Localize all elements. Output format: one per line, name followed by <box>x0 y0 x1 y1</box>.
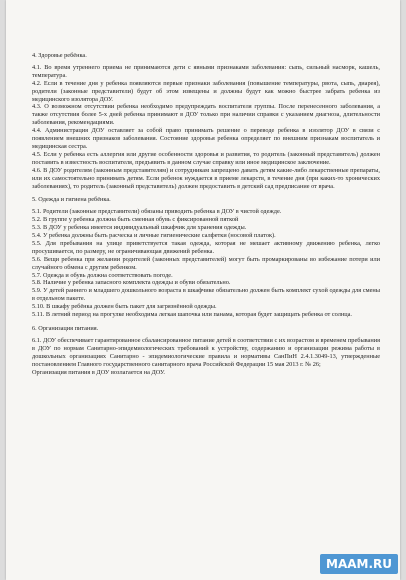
paragraph-5-11: 5.11. В летний период на прогулке необходима легкая шапочка или панама, которая будет защищать ребенка от солнца. <box>32 311 352 319</box>
paragraph-4-4: 4.4. Администрация ДОУ оставляет за собой право принимать решение о переводе ребенка в изолятор ДОУ в связи с появлением внешних признаков заболевания. Состояние здоровья ребенка определяет по внешним признакам воспитатель и медицинская сестра. <box>32 127 380 150</box>
section-nutrition <box>32 325 380 376</box>
paragraph-6-note: Организация питания в ДОУ возлагается на ДОУ. <box>32 368 165 376</box>
paragraph-4-5: 4.5. Если у ребенка есть аллергия или другие особенности здоровья и развития, то родитель (законный представитель) должен поставить в известность воспитателя, предъявить в данном случае справку или иное медицинское заключение. <box>32 150 380 166</box>
paragraph-6-1: 6.1. ДОУ обеспечивает гарантированное сбалансированное питание детей в соответствии с их возрастом и временем пребывания в ДОУ по нормам Санитарно-эпидемиологических требований к устройству, содержанию и организации режима работы в дошкольных организациях Санитарно - эпидемиологические правила и нормативы СанПиН 2.4.1.3049-13, утвержденные постановлением Главного государственного санитарного врача Российской Федерации 15 мая 2013 г. № 26; <box>32 336 380 368</box>
paragraph-4-2: 4.2. Если в течение дня у ребенка появляются первые признаки заболевания (повышение температуры, рвота, сыпь, диарея), родители (законные представители) будут об этом извещены и должны будут как можно быстрее забрать ребенка из медицинского изолятора ДОУ. <box>32 79 380 103</box>
paragraph-4-1: 4.1. Во время утреннего приема не принимаются дети с явными признаками заболевания: сыпь, сильный насморк, кашель, температура. <box>32 63 380 79</box>
paragraph-5-8: 5.8. Наличие у ребенка запасного комплекта одежды и обуви обязательно. <box>32 279 231 287</box>
paragraph-5-1: 5.1. Родители (законные представители) обязаны приводить ребенка в ДОУ в чистой одежде. <box>32 208 282 216</box>
section-health <box>32 52 380 190</box>
paragraph-5-6: 5.6. Вещи ребенка при желании родителей (законных представителей) могут быть промаркированы во избежание потери или случайного обмена с другим ребенком. <box>32 255 380 271</box>
paragraph-4-3: 4.3. О возможном отсутствии ребенка необходимо предупреждать воспитателя группы. После перенесенного заболевания, а также отсутствия более 5-х дней ребенка принимают в ДОУ только при наличии справки с указанием диагноза, длительности заболевания, рекомендациями. <box>32 103 380 127</box>
section-heading: 4. Здоровье ребёнка. <box>32 52 87 59</box>
section-clothing <box>32 196 380 319</box>
section-heading: 6. Организация питания. <box>32 325 99 332</box>
paragraph-5-5: 5.5. Для пребывания на улице приветствуется такая одежда, которая не мешает активному движению ребенка, легко просушивается, по размеру, не ограничивающая движений ребенка. <box>32 239 380 255</box>
section-heading: 5. Одежда и гигиена ребёнка. <box>32 196 111 204</box>
paragraph-5-2: 5.2. В группе у ребенка должна быть сменная обувь с фиксированной пяткой <box>32 216 239 224</box>
paragraph-5-7: 5.7. Одежда и обувь должна соответствовать погоде. <box>32 271 173 279</box>
watermark-logo: MAAM.RU <box>320 554 398 574</box>
paragraph-4-6: 4.6. В ДОУ родителям (законным представителям) и сотрудникам запрещено давать детям какие-либо лекарственные препараты, или их самостоятельно принимать детям. Если ребенок нуждается в приеме лекарств, в течение дня (при каких-то хронических заболеваниях), то родитель (законный представитель) должен предоставить в детский сад предписание от врача. <box>32 166 380 190</box>
paragraph-5-4: 5.4. У ребенка должны быть расческа и личные гигиенические салфетки (носовой платок). <box>32 232 276 240</box>
paragraph-5-3: 5.3. В ДОУ у ребенка имеется индивидуальный шкафчик для хранения одежды. <box>32 224 247 232</box>
document-body <box>32 52 380 376</box>
document-page <box>6 0 400 580</box>
paragraph-5-9: 5.9. У детей раннего и младшего дошкольного возраста в шкафчике обязательно должен быть комплект сухой одежды для смены в отдельном пакете. <box>32 287 380 303</box>
paragraph-5-10: 5.10. В шкафу ребёнка должен быть пакет для загрязнённой одежды. <box>32 303 217 311</box>
